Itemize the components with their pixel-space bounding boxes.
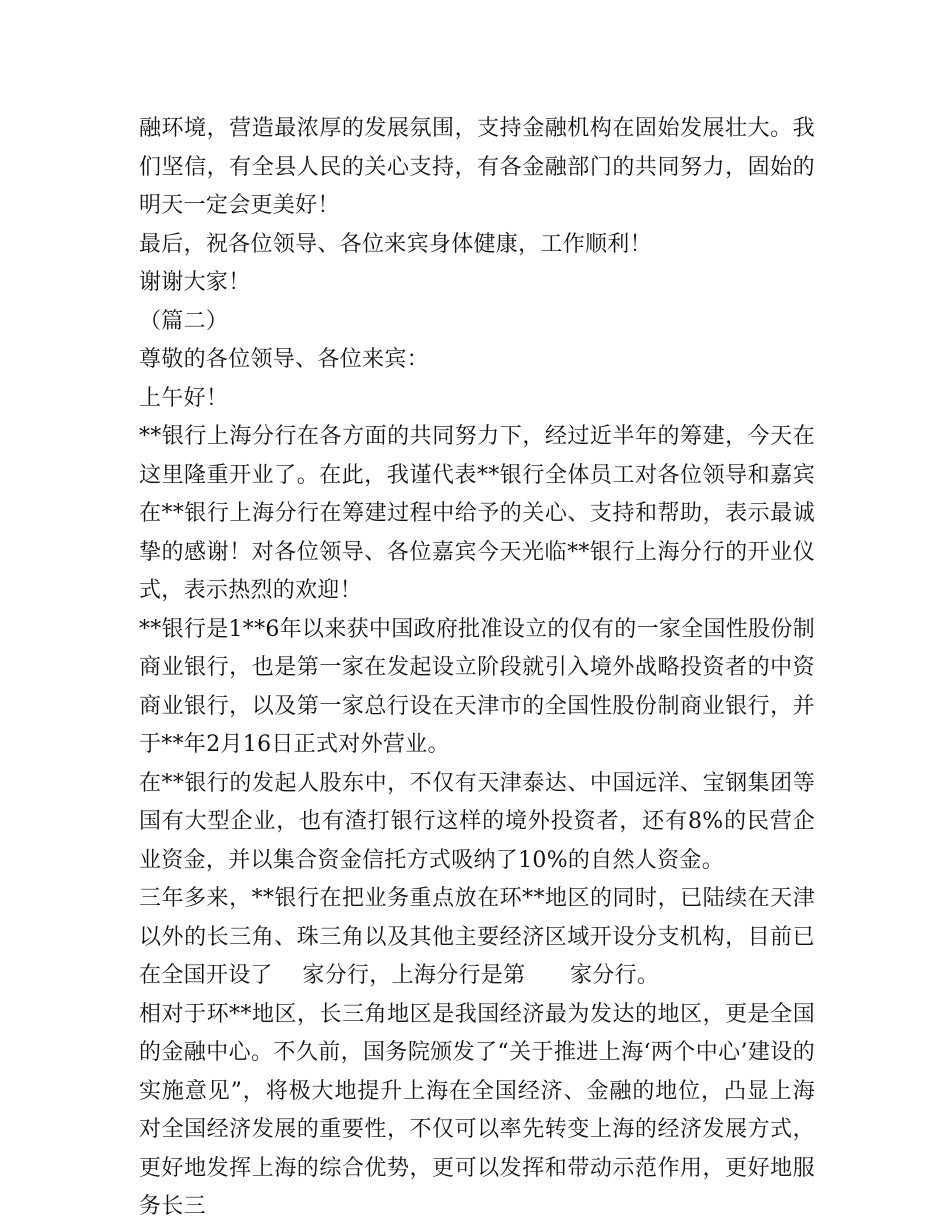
document-body <box>139 110 815 1227</box>
section-heading: （篇二） <box>139 308 229 334</box>
paragraph: 谢谢大家！ <box>139 270 251 295</box>
greeting: 上午好！ <box>139 385 229 411</box>
paragraph: **银行上海分行在各方面的共同努力下，经过近半年的筹建，今天在这里隆重开业了。在此，我谨代表**银行全体员工对各位领导和嘉宾在**银行上海分行在筹建过程中给予的关心、支持和帮助，表示最诚挚的感谢！对各位领导、各位嘉宾今天光临**银行上海分行的开业仪式，表示热烈的欢迎！ <box>139 424 815 603</box>
paragraph: 最后，祝各位领导、各位来宾身体健康，工作顺利！ <box>139 231 652 257</box>
salutation: 尊敬的各位领导、各位来宾： <box>139 347 429 372</box>
paragraph: 融环境，营造最浓厚的发展氛围，支持金融机构在固始发展壮大。我们坚信，有全县人民的关心支持，有各金融部门的共同努力，固始的明天一定会更美好！ <box>139 116 815 218</box>
paragraph: 相对于环**地区，长三角地区是我国经济最为发达的地区，更是全国的金融中心。不久前，国务院颁发了“关于推进上海‘两个中心’建设的实施意见”，将极大地提升上海在全国经济、金融的地位，凸显上海对全国经济发展的重要性，不仅可以率先转变上海的经济发展方式，更好地发挥上海的综合优势，更可以发挥和带动示范作用，更好地服务长三 <box>139 1001 815 1219</box>
paragraph: 三年多来，**银行在把业务重点放在环**地区的同时，已陆续在天津以外的长三角、珠三角以及其他主要经济区域开设分支机构，目前已在全国开设了 家分行，上海分行是第 家分行。 <box>139 886 815 988</box>
paragraph: **银行是1**6年以来获中国政府批准设立的仅有的一家全国性股份制商业银行，也是第一家在发起设立阶段就引入境外战略投资者的中资商业银行，以及第一家总行设在天津市的全国性股份制商业银行，并于**年2月16日正式对外营业。 <box>139 616 815 757</box>
paragraph: 在**银行的发起人股东中，不仅有天津泰达、中国远洋、宝钢集团等国有大型企业，也有渣打银行这样的境外投资者，还有8%的民营企业资金，并以集合资金信托方式吸纳了10%的自然人资金。 <box>139 770 815 873</box>
